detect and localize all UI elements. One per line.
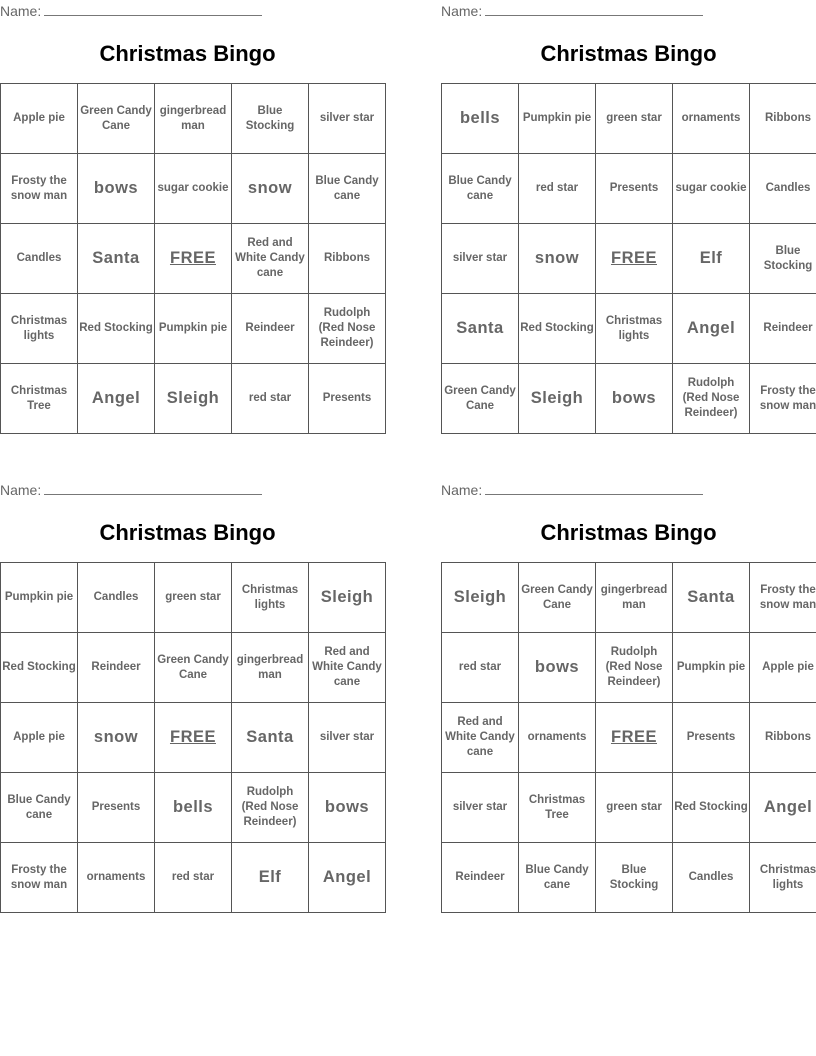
bingo-row	[1, 294, 386, 364]
bingo-cell: Blue Candy cane	[519, 843, 596, 913]
bingo-cell: Christmas lights	[750, 843, 816, 913]
bingo-cell: Pumpkin pie	[673, 633, 750, 703]
bingo-row	[442, 84, 816, 154]
bingo-cell: Santa	[78, 224, 155, 294]
bingo-cell: gingerbread man	[232, 633, 309, 703]
bingo-cell: red star	[442, 633, 519, 703]
bingo-cell: Christmas Tree	[1, 364, 78, 434]
card-title: Christmas Bingo	[99, 520, 276, 545]
bingo-row	[1, 773, 386, 843]
bingo-cell: Reindeer	[78, 633, 155, 703]
bingo-cell: gingerbread man	[596, 563, 673, 633]
bingo-cell: green star	[596, 84, 673, 154]
bingo-cell: Candles	[673, 843, 750, 913]
bingo-cell: Angel	[750, 773, 816, 843]
bingo-cell: Pumpkin pie	[1, 563, 78, 633]
bingo-cell: green star	[596, 773, 673, 843]
bingo-cell: Presents	[78, 773, 155, 843]
bingo-cell: ornaments	[519, 703, 596, 773]
bingo-row	[1, 224, 386, 294]
bingo-row	[442, 294, 816, 364]
name-field	[0, 3, 262, 19]
bingo-cell: bows	[78, 154, 155, 224]
bingo-cell: Sleigh	[519, 364, 596, 434]
name-field	[441, 3, 703, 19]
bingo-cell: ornaments	[78, 843, 155, 913]
bingo-cell: silver star	[309, 703, 386, 773]
bingo-cell: red star	[519, 154, 596, 224]
bingo-cell: Reindeer	[442, 843, 519, 913]
name-label: Name:	[441, 3, 483, 19]
bingo-cell: sugar cookie	[155, 154, 232, 224]
bingo-cell: Red Stocking	[519, 294, 596, 364]
bingo-row	[442, 773, 816, 843]
bingo-row	[442, 563, 816, 633]
name-blank-line	[485, 3, 703, 16]
bingo-cell: Red and White Candy cane	[309, 633, 386, 703]
bingo-cell: Ribbons	[309, 224, 386, 294]
bingo-cell: bows	[519, 633, 596, 703]
bingo-cell: bows	[309, 773, 386, 843]
bingo-cell: Apple pie	[1, 703, 78, 773]
bingo-row	[1, 84, 386, 154]
bingo-cell: Santa	[673, 563, 750, 633]
bingo-row	[442, 633, 816, 703]
bingo-cell: Green Candy Cane	[519, 563, 596, 633]
bingo-cell: Blue Candy cane	[309, 154, 386, 224]
bingo-cell: Elf	[673, 224, 750, 294]
name-field	[0, 482, 262, 498]
bingo-cell: Reindeer	[750, 294, 816, 364]
bingo-cell: Frosty the snow man	[1, 843, 78, 913]
bingo-cell: Blue Candy cane	[442, 154, 519, 224]
bingo-cell: snow	[232, 154, 309, 224]
bingo-cell: Red and White Candy cane	[442, 703, 519, 773]
bingo-cell: Candles	[1, 224, 78, 294]
bingo-cell: Pumpkin pie	[519, 84, 596, 154]
bingo-cell: red star	[232, 364, 309, 434]
bingo-cell: Frosty the snow man	[750, 364, 816, 434]
bingo-cell: Sleigh	[442, 563, 519, 633]
bingo-cell: Frosty the snow man	[1, 154, 78, 224]
bingo-cell: snow	[78, 703, 155, 773]
bingo-cell: silver star	[442, 224, 519, 294]
bingo-cell: Sleigh	[309, 563, 386, 633]
bingo-cell: Frosty the snow man	[750, 563, 816, 633]
bingo-cell: Christmas lights	[232, 563, 309, 633]
bingo-cell: Sleigh	[155, 364, 232, 434]
bingo-cell: bows	[596, 364, 673, 434]
bingo-grid	[441, 562, 816, 913]
bingo-cell: ornaments	[673, 84, 750, 154]
bingo-cell: Christmas lights	[1, 294, 78, 364]
bingo-cell: gingerbread man	[155, 84, 232, 154]
name-label: Name:	[441, 482, 483, 498]
bingo-row	[1, 633, 386, 703]
name-blank-line	[485, 482, 703, 495]
bingo-cell: Presents	[596, 154, 673, 224]
bingo-cell: Ribbons	[750, 84, 816, 154]
bingo-cell: Candles	[750, 154, 816, 224]
free-space-cell: FREE	[596, 703, 673, 773]
bingo-cell: Rudolph (Red Nose Reindeer)	[232, 773, 309, 843]
bingo-grid	[0, 562, 386, 913]
bingo-cell: Angel	[78, 364, 155, 434]
bingo-cell: bells	[442, 84, 519, 154]
bingo-cell: Ribbons	[750, 703, 816, 773]
bingo-cell: Presents	[309, 364, 386, 434]
name-label: Name:	[0, 3, 42, 19]
bingo-cell: Angel	[309, 843, 386, 913]
bingo-cell: Blue Candy cane	[1, 773, 78, 843]
name-blank-line	[44, 482, 262, 495]
bingo-cell: Santa	[442, 294, 519, 364]
bingo-row	[442, 154, 816, 224]
bingo-cell: red star	[155, 843, 232, 913]
bingo-cell: green star	[155, 563, 232, 633]
bingo-cell: Red Stocking	[673, 773, 750, 843]
bingo-cell: Elf	[232, 843, 309, 913]
bingo-cell: Christmas Tree	[519, 773, 596, 843]
bingo-grid	[0, 83, 386, 434]
name-blank-line	[44, 3, 262, 16]
bingo-row	[442, 703, 816, 773]
bingo-cell: Rudolph (Red Nose Reindeer)	[309, 294, 386, 364]
bingo-cell: Red Stocking	[78, 294, 155, 364]
bingo-cell: Green Candy Cane	[78, 84, 155, 154]
bingo-cell: Presents	[673, 703, 750, 773]
bingo-cell: Blue Stocking	[750, 224, 816, 294]
bingo-cell: Green Candy Cane	[442, 364, 519, 434]
free-space-cell: FREE	[596, 224, 673, 294]
bingo-cell: Red Stocking	[1, 633, 78, 703]
card-title: Christmas Bingo	[99, 41, 276, 66]
bingo-cell: Reindeer	[232, 294, 309, 364]
name-label: Name:	[0, 482, 42, 498]
bingo-cell: Blue Stocking	[596, 843, 673, 913]
bingo-cell: Angel	[673, 294, 750, 364]
bingo-cell: Red and White Candy cane	[232, 224, 309, 294]
card-title: Christmas Bingo	[540, 520, 717, 545]
bingo-cell: silver star	[442, 773, 519, 843]
bingo-cell: Candles	[78, 563, 155, 633]
free-space-cell: FREE	[155, 703, 232, 773]
bingo-cell: Apple pie	[1, 84, 78, 154]
bingo-cell: silver star	[309, 84, 386, 154]
name-field	[441, 482, 703, 498]
bingo-row	[1, 563, 386, 633]
bingo-row	[442, 364, 816, 434]
bingo-row	[442, 224, 816, 294]
bingo-cell: sugar cookie	[673, 154, 750, 224]
bingo-row	[1, 843, 386, 913]
bingo-row	[1, 154, 386, 224]
bingo-cell: snow	[519, 224, 596, 294]
bingo-row	[442, 843, 816, 913]
card-title: Christmas Bingo	[540, 41, 717, 66]
bingo-cell: Apple pie	[750, 633, 816, 703]
bingo-row	[1, 364, 386, 434]
free-space-cell: FREE	[155, 224, 232, 294]
bingo-grid	[441, 83, 816, 434]
bingo-cell: Rudolph (Red Nose Reindeer)	[673, 364, 750, 434]
bingo-cell: Christmas lights	[596, 294, 673, 364]
bingo-cell: Pumpkin pie	[155, 294, 232, 364]
bingo-cell: Rudolph (Red Nose Reindeer)	[596, 633, 673, 703]
bingo-row	[1, 703, 386, 773]
bingo-cell: Green Candy Cane	[155, 633, 232, 703]
bingo-cell: bells	[155, 773, 232, 843]
bingo-cell: Santa	[232, 703, 309, 773]
bingo-cell: Blue Stocking	[232, 84, 309, 154]
